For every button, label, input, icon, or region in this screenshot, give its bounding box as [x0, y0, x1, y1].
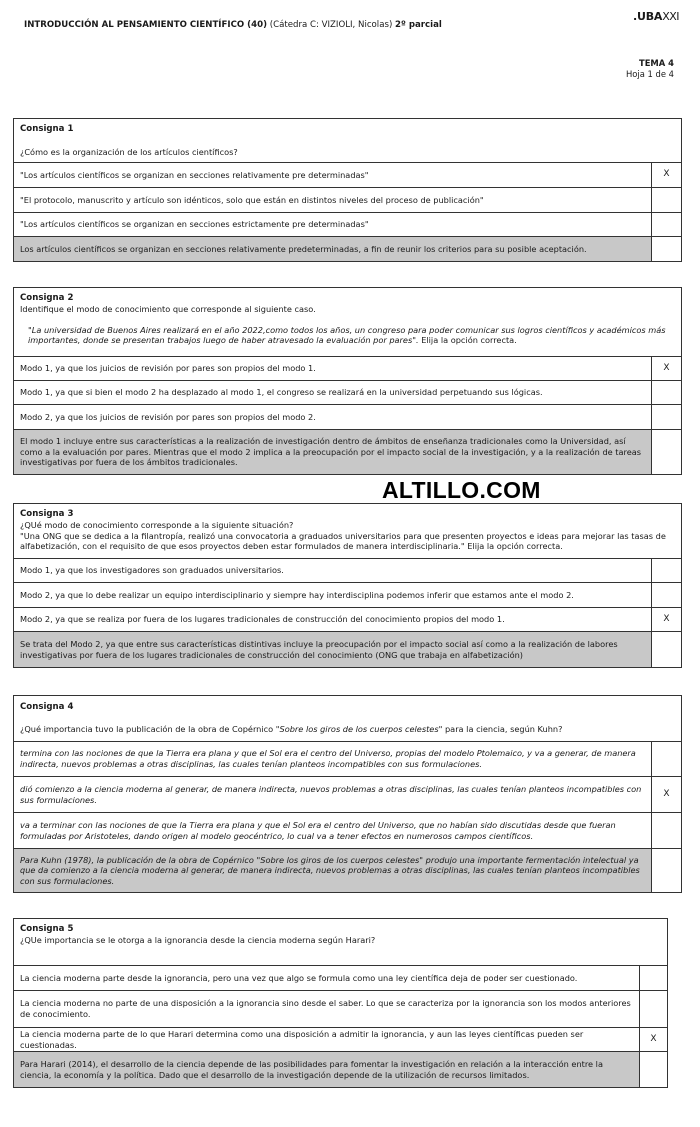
option-row[interactable]	[14, 405, 681, 430]
consigna-3-header	[14, 504, 681, 559]
answer-text: Se trata del Modo 2, ya que entre sus características distintivas incluye la preocupación por el impacto social así como a la realización de labores investigativas por fuera de los lugares tradicionales de construcción del conocimiento (ONG que trabaja en alfabetización)	[20, 638, 618, 660]
answer-row	[14, 632, 681, 667]
answer-text: Para Kuhn (1978), la publicación de la obra de Copérnico "Sobre los giros de los cuerpos celestes" produjo una importante fermentación intelectual ya que da comienzo a la ciencia moderna al generar, de manera indirecta, nuevos problemas a otras disciplinas, las cuales tenían planteos incompatibles con sus formulaciones.	[20, 854, 640, 886]
option-text: La ciencia moderna no parte de una disposición a la ignorancia sino desde el saber. Lo que se caracteriza por la ignorancia son los modos anteriores de conocimiento.	[20, 998, 631, 1019]
option-text: La ciencia moderna parte de lo que Harari determina como una disposición a admitir la ignorancia, y aun las leyes científicas pueden ser cuestionadas.	[20, 1028, 584, 1050]
option-mark[interactable]: X	[651, 608, 681, 631]
option-mark[interactable]	[651, 813, 681, 848]
consigna-4-header	[14, 696, 681, 742]
option-row[interactable]	[14, 559, 681, 583]
option-row[interactable]	[14, 583, 681, 608]
answer-mark	[651, 430, 681, 474]
uba-logo: .UBAXXI	[633, 10, 680, 23]
consigna-4-block	[13, 695, 682, 893]
option-mark[interactable]	[639, 966, 667, 990]
consigna-question: Identifique el modo de conocimiento que corresponde al siguiente caso.	[20, 304, 316, 315]
answer-row	[14, 849, 681, 892]
exam-header	[24, 20, 442, 31]
consigna-title: Consigna 4	[20, 702, 74, 712]
option-text: "Los artículos científicos se organizan en secciones estrictamente pre determinadas"	[20, 219, 369, 230]
consigna-2-block	[13, 287, 682, 475]
consigna-question: ¿Cómo es la organización de los artículos científicos?	[20, 147, 238, 157]
option-text: termina con las nociones de que la Tierra era plana y que el Sol era el centro del Universo, propias del modelo Ptolemaico, y va a generar, de manera indirecta, nuevos problemas a otras disciplinas, las cuales tenían planteos incompatibles con sus formulaciones.	[20, 748, 636, 769]
tema-info	[626, 58, 674, 80]
option-row[interactable]	[14, 213, 681, 237]
consigna-title: Consigna 3	[20, 509, 74, 519]
option-row[interactable]	[14, 742, 681, 777]
answer-mark	[639, 1052, 667, 1087]
option-text: Modo 2, ya que lo debe realizar un equipo interdisciplinario y siempre hay interdisciplina podemos inferir que estamos ante el modo 2.	[20, 589, 574, 600]
option-mark[interactable]	[651, 405, 681, 429]
option-row[interactable]	[14, 966, 667, 991]
case-instruction: Elija la opción correcta.	[418, 335, 517, 346]
option-text: dió comienzo a la ciencia moderna al generar, de manera indirecta, nuevos problemas a otras disciplinas, las cuales tenían planteos incompatibles con sus formulaciones.	[20, 783, 642, 805]
consigna-title: Consigna 5	[20, 924, 74, 934]
consigna-5-block	[13, 918, 668, 1088]
option-text: Modo 1, ya que los juicios de revisión por pares son propios del modo 1.	[20, 363, 316, 374]
answer-row	[14, 1052, 667, 1087]
hoja-label: Hoja 1 de 4	[626, 68, 674, 79]
catedra-label: (Cátedra C: VIZIOLI, Nicolas)	[269, 20, 393, 30]
answer-row	[14, 430, 681, 474]
consigna-1-block	[13, 118, 682, 262]
option-text: Modo 1, ya que si bien el modo 2 ha desplazado al modo 1, el congreso se realizará en la universidad perpetuando sus lógicas.	[20, 387, 543, 398]
option-mark[interactable]	[651, 559, 681, 582]
option-row[interactable]	[14, 381, 681, 405]
option-text: Modo 2, ya que los juicios de revisión por pares son propios del modo 2.	[20, 411, 316, 422]
option-row[interactable]	[14, 777, 681, 813]
option-text: "El protocolo, manuscrito y artículo son idénticos, solo que están en distintos niveles del proceso de publicación"	[20, 194, 484, 205]
answer-mark	[651, 237, 681, 261]
watermark: ALTILLO.COM	[382, 477, 541, 503]
answer-mark	[651, 849, 681, 892]
consigna-2-header	[14, 288, 681, 357]
consigna-5-header	[14, 919, 667, 966]
consigna-title: Consigna 2	[20, 293, 74, 303]
consigna-question: ¿Qué importancia tuvo la publicación de la obra de Copérnico "Sobre los giros de los cuerpos celestes" para la ciencia, según Kuhn?	[20, 724, 563, 734]
option-mark[interactable]	[651, 188, 681, 212]
option-row[interactable]	[14, 163, 681, 188]
option-mark[interactable]: X	[651, 163, 681, 187]
option-row[interactable]	[14, 813, 681, 849]
option-text: La ciencia moderna parte desde la ignorancia, pero una vez que algo se formula como una ley científica deja de poder ser cuestionado.	[20, 972, 578, 983]
answer-text: El modo 1 incluye entre sus características a la realización de investigación dentro de ámbitos de enseñanza tradicionales como la Universidad, así como a la evaluación por pares. Mientras que el modo 2 implica a la preocupación por el impacto social de la investigación, y a la realización de tareas investigativas por fuera de los ámbitos tradicionales.	[20, 436, 642, 468]
option-mark[interactable]: X	[651, 777, 681, 812]
option-text: Modo 1, ya que los investigadores son graduados universitarios.	[20, 565, 284, 576]
consigna-1-header	[14, 119, 681, 163]
answer-row	[14, 237, 681, 261]
option-mark[interactable]	[651, 583, 681, 607]
option-mark[interactable]: X	[639, 1028, 667, 1051]
consigna-case	[20, 325, 675, 346]
option-row[interactable]	[14, 608, 681, 632]
answer-mark	[651, 632, 681, 667]
consigna-question: ¿QUé modo de conocimiento corresponde a la siguiente situación?	[20, 520, 294, 531]
tema-label: TEMA 4	[639, 58, 674, 68]
option-mark[interactable]	[651, 381, 681, 404]
parcial-label: 2º parcial	[395, 20, 442, 30]
option-row[interactable]	[14, 1028, 667, 1052]
option-mark[interactable]: X	[651, 357, 681, 380]
option-text: Modo 2, ya que se realiza por fuera de los lugares tradicionales de construcción del conocimiento propios del modo 1.	[20, 614, 505, 625]
option-row[interactable]	[14, 357, 681, 381]
consigna-title: Consigna 1	[20, 124, 74, 134]
answer-text: Para Harari (2014), el desarrollo de la ciencia depende de las posibilidades para fomentar la investigación en relación a la interacción entre la ciencia, la economía y la política. Dado que el desarrollo de la investigación depende de la utilización de recursos limitados.	[20, 1058, 603, 1080]
consigna-question: ¿QUe importancia se le otorga a la ignorancia desde la ciencia moderna según Harari?	[20, 935, 376, 946]
option-mark[interactable]	[651, 742, 681, 776]
option-text: "Los artículos científicos se organizan en secciones relativamente pre determinadas"	[20, 169, 369, 180]
option-mark[interactable]	[651, 213, 681, 236]
option-text: va a terminar con las nociones de que la Tierra era plana y que el Sol era el centro del Universo, que no habían sido discutidas desde que fueran formuladas por Aristoteles, dando origen al modelo geocéntrico, lo cual va a tener efectos en numerosos campos científicos.	[20, 819, 616, 841]
consigna-case: "Una ONG que se dedica a la filantropía, realizó una convocatoria a graduados universitarios para que presenten proyectos e ideas para mejorar las tasas de alfabetización, con el requisito de que esos proyectos deben estar formulados de manera interdisciplinaria." Elija la opción correcta.	[20, 530, 666, 552]
consigna-3-block	[13, 503, 682, 668]
answer-text: Los artículos científicos se organizan en secciones relativamente predeterminadas, a fin de reunir los criterios para su posible aceptación.	[20, 243, 587, 254]
option-row[interactable]	[14, 991, 667, 1028]
case-quote: "La universidad de Buenos Aires realizará en el año 2022,como todos los años, un congreso para poder comunicar sus logros científicos y académicos más importantes, donde se presentan trabajos luego de haber atravesado la evaluación por pares".	[28, 324, 666, 346]
option-row[interactable]	[14, 188, 681, 213]
course-title: INTRODUCCIÓN AL PENSAMIENTO CIENTÍFICO (40)	[24, 20, 267, 30]
option-mark[interactable]	[639, 991, 667, 1027]
